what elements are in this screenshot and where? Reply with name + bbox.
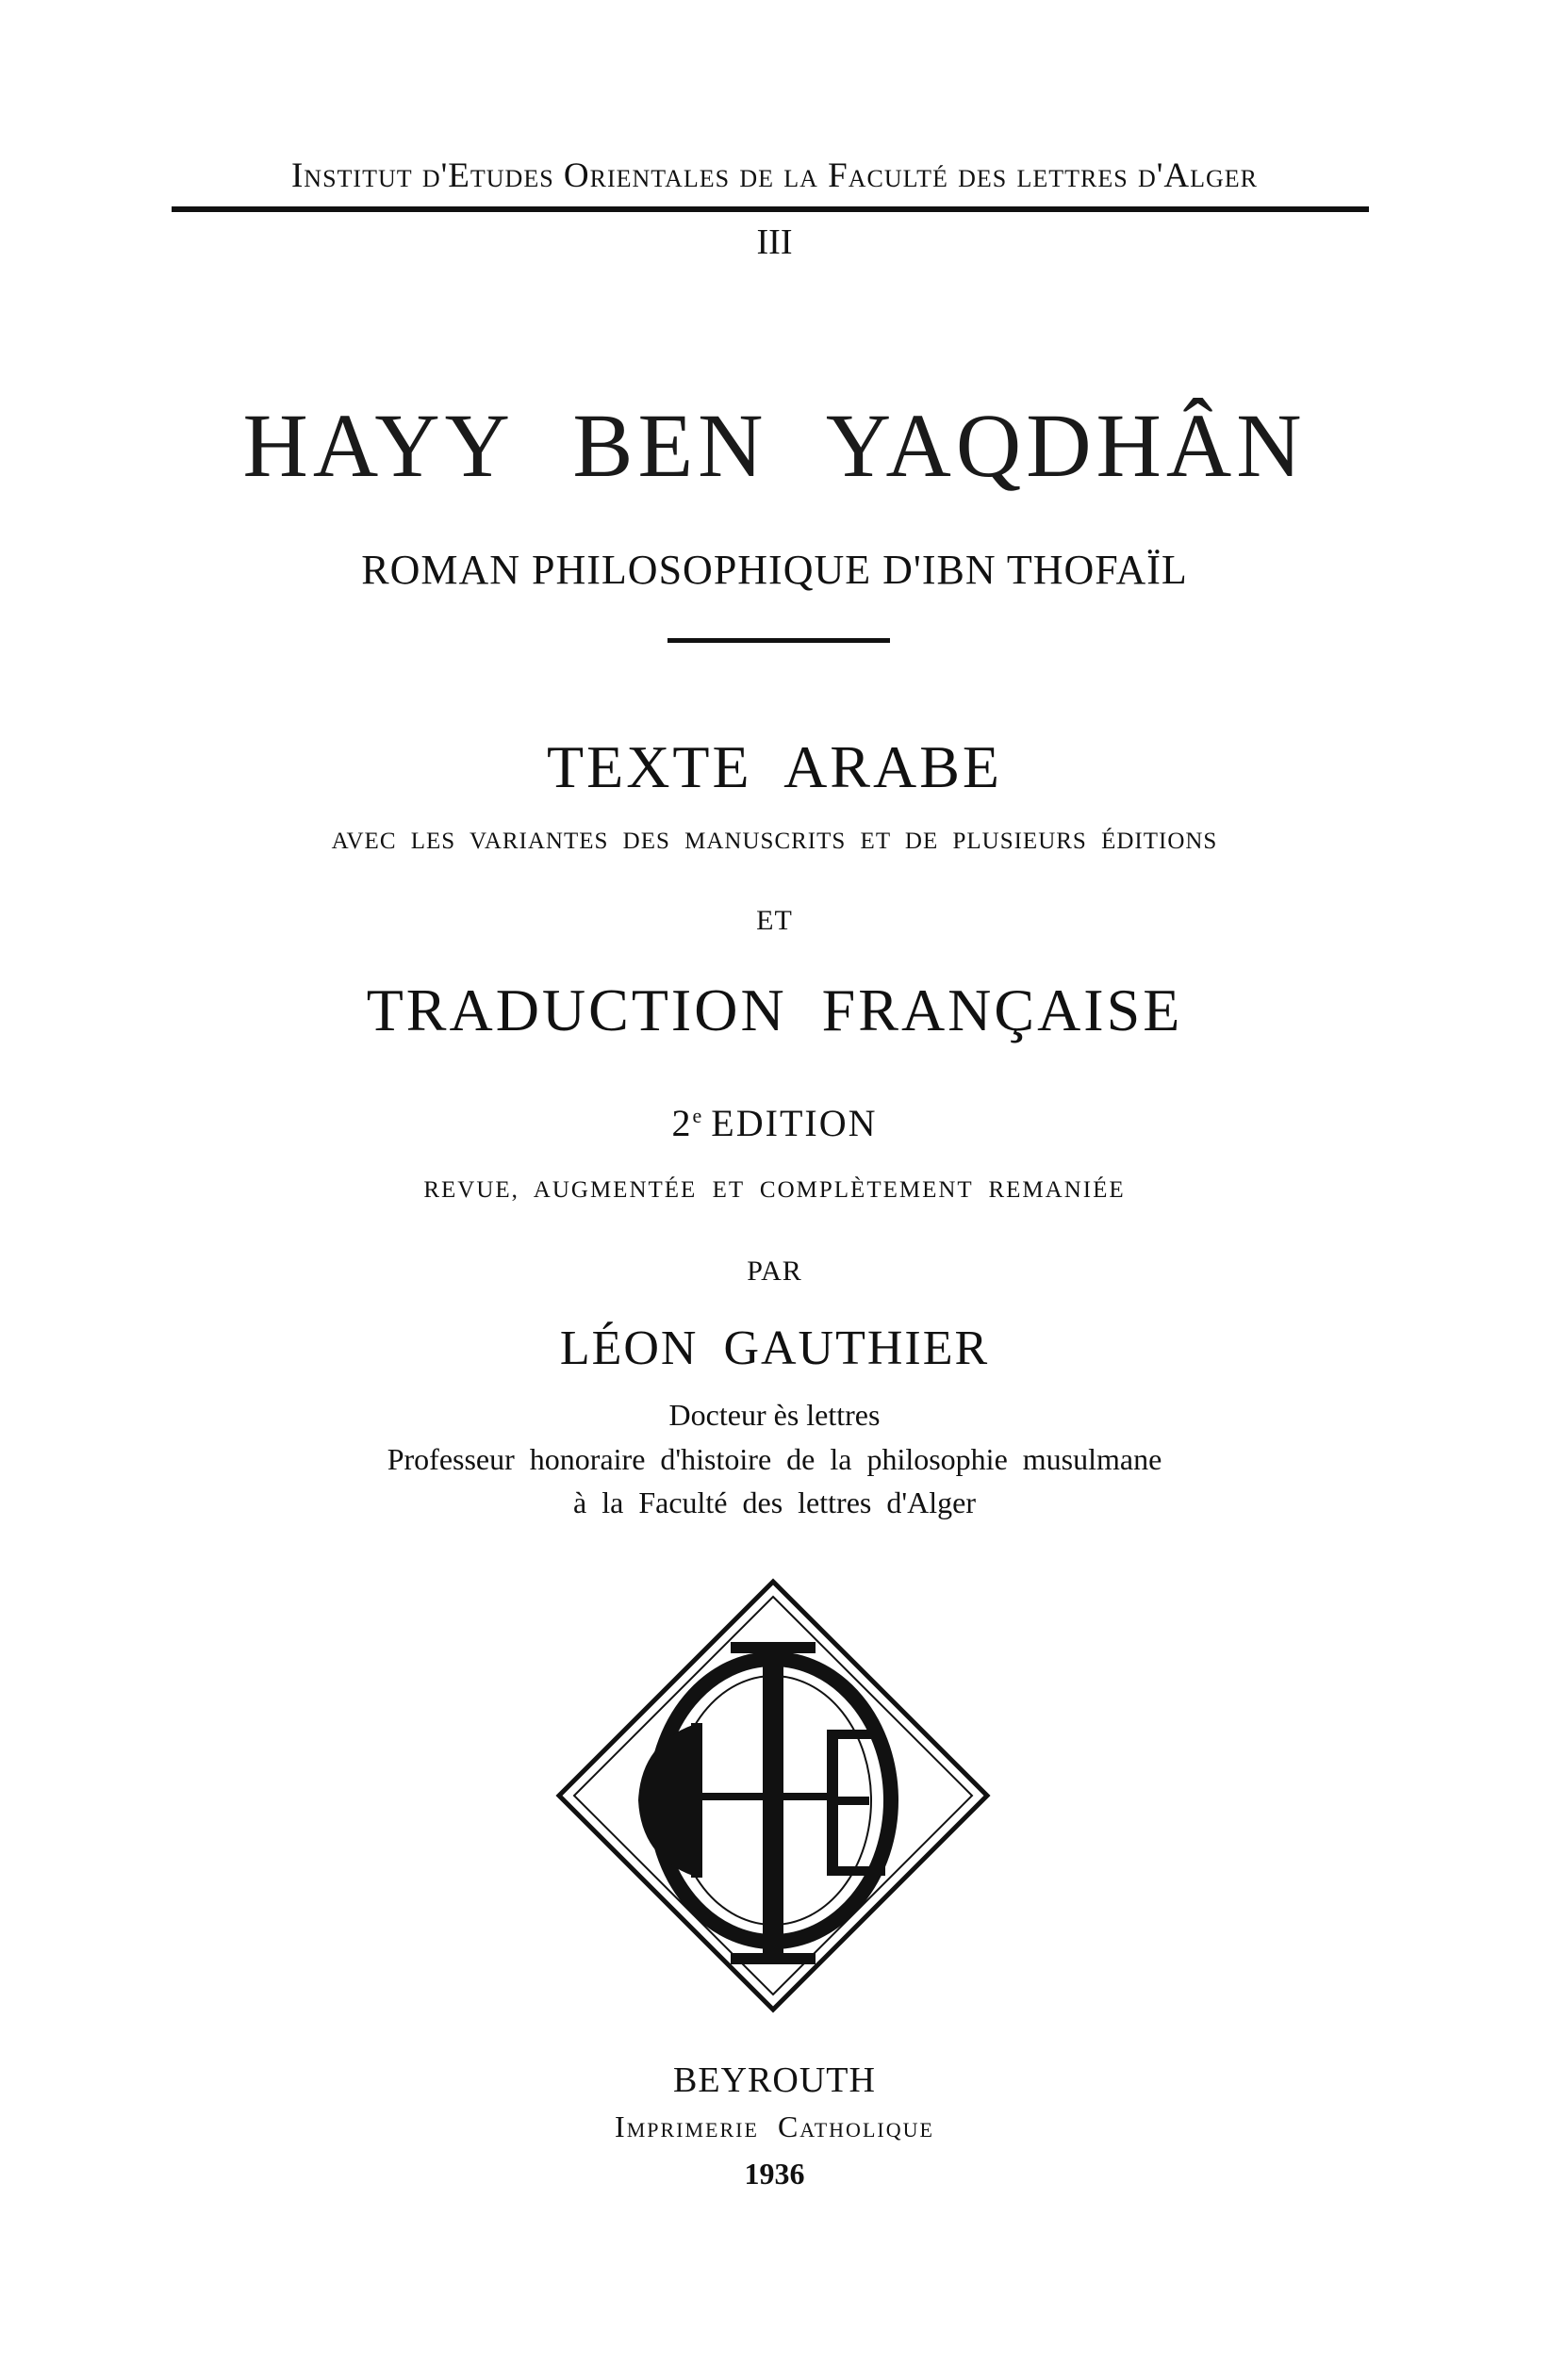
text-heading: TEXTE ARABE bbox=[547, 733, 1002, 800]
author-position: Professeur honoraire d'histoire de la philosophie musulmane bbox=[387, 1442, 1162, 1476]
imprint-publisher: Imprimerie Catholique bbox=[615, 2109, 934, 2143]
translation-heading: TRADUCTION FRANÇAISE bbox=[366, 977, 1183, 1043]
edition-line bbox=[0, 1102, 1549, 1144]
series-number: III bbox=[756, 222, 793, 262]
ihe-monogram-diamond-icon bbox=[552, 1574, 995, 2017]
imprint-city: BEYROUTH bbox=[673, 2060, 876, 2100]
header-rule bbox=[172, 206, 1369, 212]
edition-number: 2 bbox=[671, 1102, 693, 1144]
author-by: PAR bbox=[747, 1256, 802, 1287]
edition-note: REVUE, AUGMENTÉE ET COMPLÈTEMENT REMANIÉE bbox=[423, 1177, 1126, 1203]
author-name: LÉON GAUTHIER bbox=[559, 1321, 990, 1375]
edition-superscript: e bbox=[692, 1104, 704, 1127]
text-note: AVEC LES VARIANTES DES MANUSCRITS ET DE PLUSIEURS ÉDITIONS bbox=[331, 829, 1218, 854]
institute-header: Institut d'Etudes Orientales de la Faculté des lettres d'Alger bbox=[290, 156, 1259, 195]
title-rule bbox=[667, 638, 890, 643]
book-subtitle: ROMAN PHILOSOPHIQUE D'IBN THOFAÏL bbox=[361, 547, 1188, 593]
imprint-year: 1936 bbox=[744, 2157, 805, 2191]
author-degree: Docteur ès lettres bbox=[668, 1398, 881, 1432]
conjunction: ET bbox=[756, 905, 793, 936]
edition-label: EDITION bbox=[711, 1102, 878, 1144]
book-title: HAYY BEN YAQDHÂN bbox=[242, 395, 1307, 496]
author-faculty: à la Faculté des lettres d'Alger bbox=[573, 1485, 976, 1519]
